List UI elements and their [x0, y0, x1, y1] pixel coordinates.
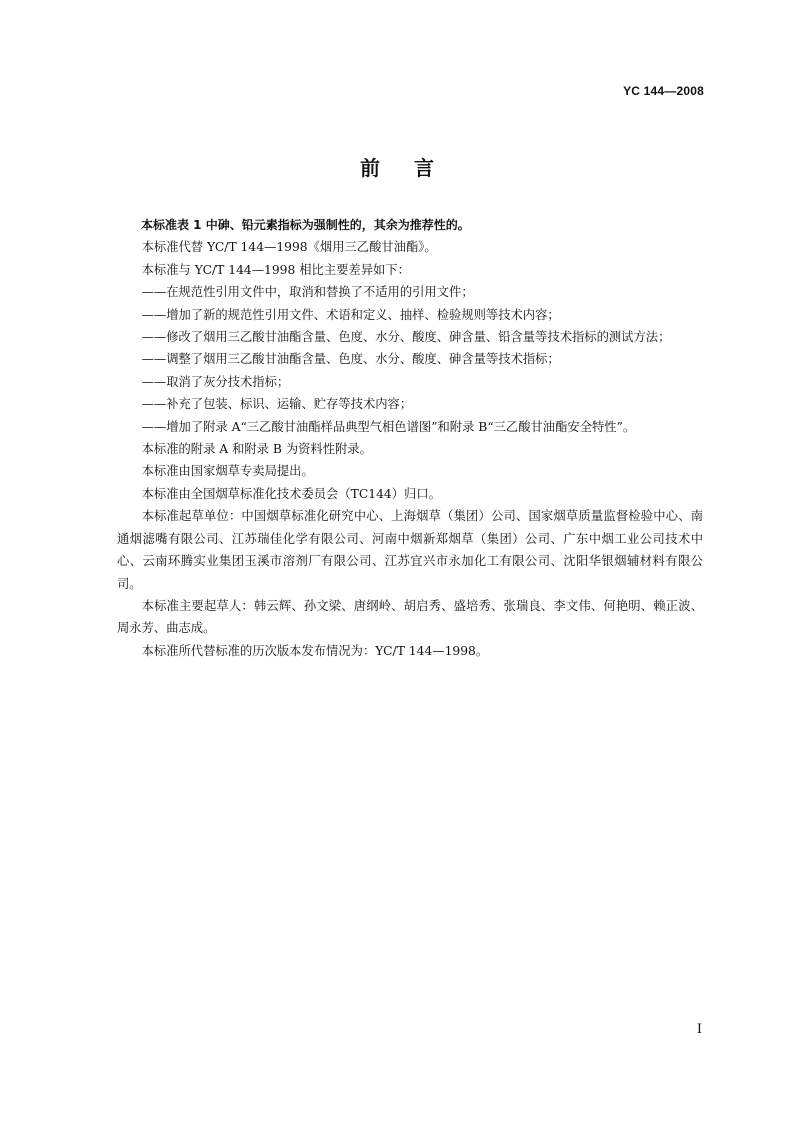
page-title: 前言 [360, 156, 468, 180]
page-number: I [696, 1022, 702, 1037]
difference-item: ——增加了附录 A“三乙酸甘油酯样品典型气相色谱图”和附录 B“三乙酸甘油酯安全特性”。 [141, 419, 636, 434]
standard-code: YC 144—2008 [623, 84, 704, 98]
centralized-paragraph: 本标准由全国烟草标准化技术委员会（TC144）归口。 [141, 486, 441, 501]
difference-item: ——修改了烟用三乙酸甘油酯含量、色度、水分、酸度、砷含量、铅含量等技术指标的测试方法； [141, 330, 671, 345]
difference-item: ——调整了烟用三乙酸甘油酯含量、色度、水分、酸度、砷含量等技术指标； [141, 352, 560, 367]
foreword-body [117, 214, 703, 662]
annex-paragraph: 本标准的附录 A 和附录 B 为资料性附录。 [141, 442, 372, 457]
differences-intro-paragraph: 本标准与 YC/T 144—1998 相比主要差异如下： [141, 262, 410, 277]
difference-item: ——补充了包装、标识、运输、贮存等技术内容； [141, 397, 413, 412]
replacement-paragraph: 本标准代替 YC/T 144—1998《烟用三乙酸甘油酯》。 [141, 240, 437, 255]
difference-item: ——取消了灰分技术指标； [141, 374, 290, 389]
drafting-units-paragraph: 本标准起草单位：中国烟草标准化研究中心、上海烟草（集团）公司、国家烟草质量监督检验中心、南通烟滤嘴有限公司、江苏瑞佳化学有限公司、河南中烟新郑烟草（集团）公司、广东中烟工业公司技术中心、云南环腾实业集团玉溪市溶剂厂有限公司、江苏宜兴市永加化工有限公司、沈阳华银烟辅材料有限公司。 [117, 509, 703, 591]
drafters-paragraph: 本标准主要起草人：韩云辉、孙文梁、唐纲岭、胡启秀、盛培秀、张瑞良、李文伟、何艳明、赖正波、周永芳、曲志成。 [117, 598, 703, 636]
history-paragraph: 本标准所代替标准的历次版本发布情况为：YC/T 144—1998。 [141, 643, 489, 658]
mandatory-clause-paragraph: 本标准表 1 中砷、铅元素指标为强制性的，其余为推荐性的。 [141, 218, 470, 232]
proposer-paragraph: 本标准由国家烟草专卖局提出。 [141, 464, 314, 479]
difference-item: ——在规范性引用文件中，取消和替换了不适用的引用文件； [141, 285, 474, 300]
difference-item: ——增加了新的规范性引用文件、术语和定义、抽样、检验规则等技术内容； [141, 307, 560, 322]
